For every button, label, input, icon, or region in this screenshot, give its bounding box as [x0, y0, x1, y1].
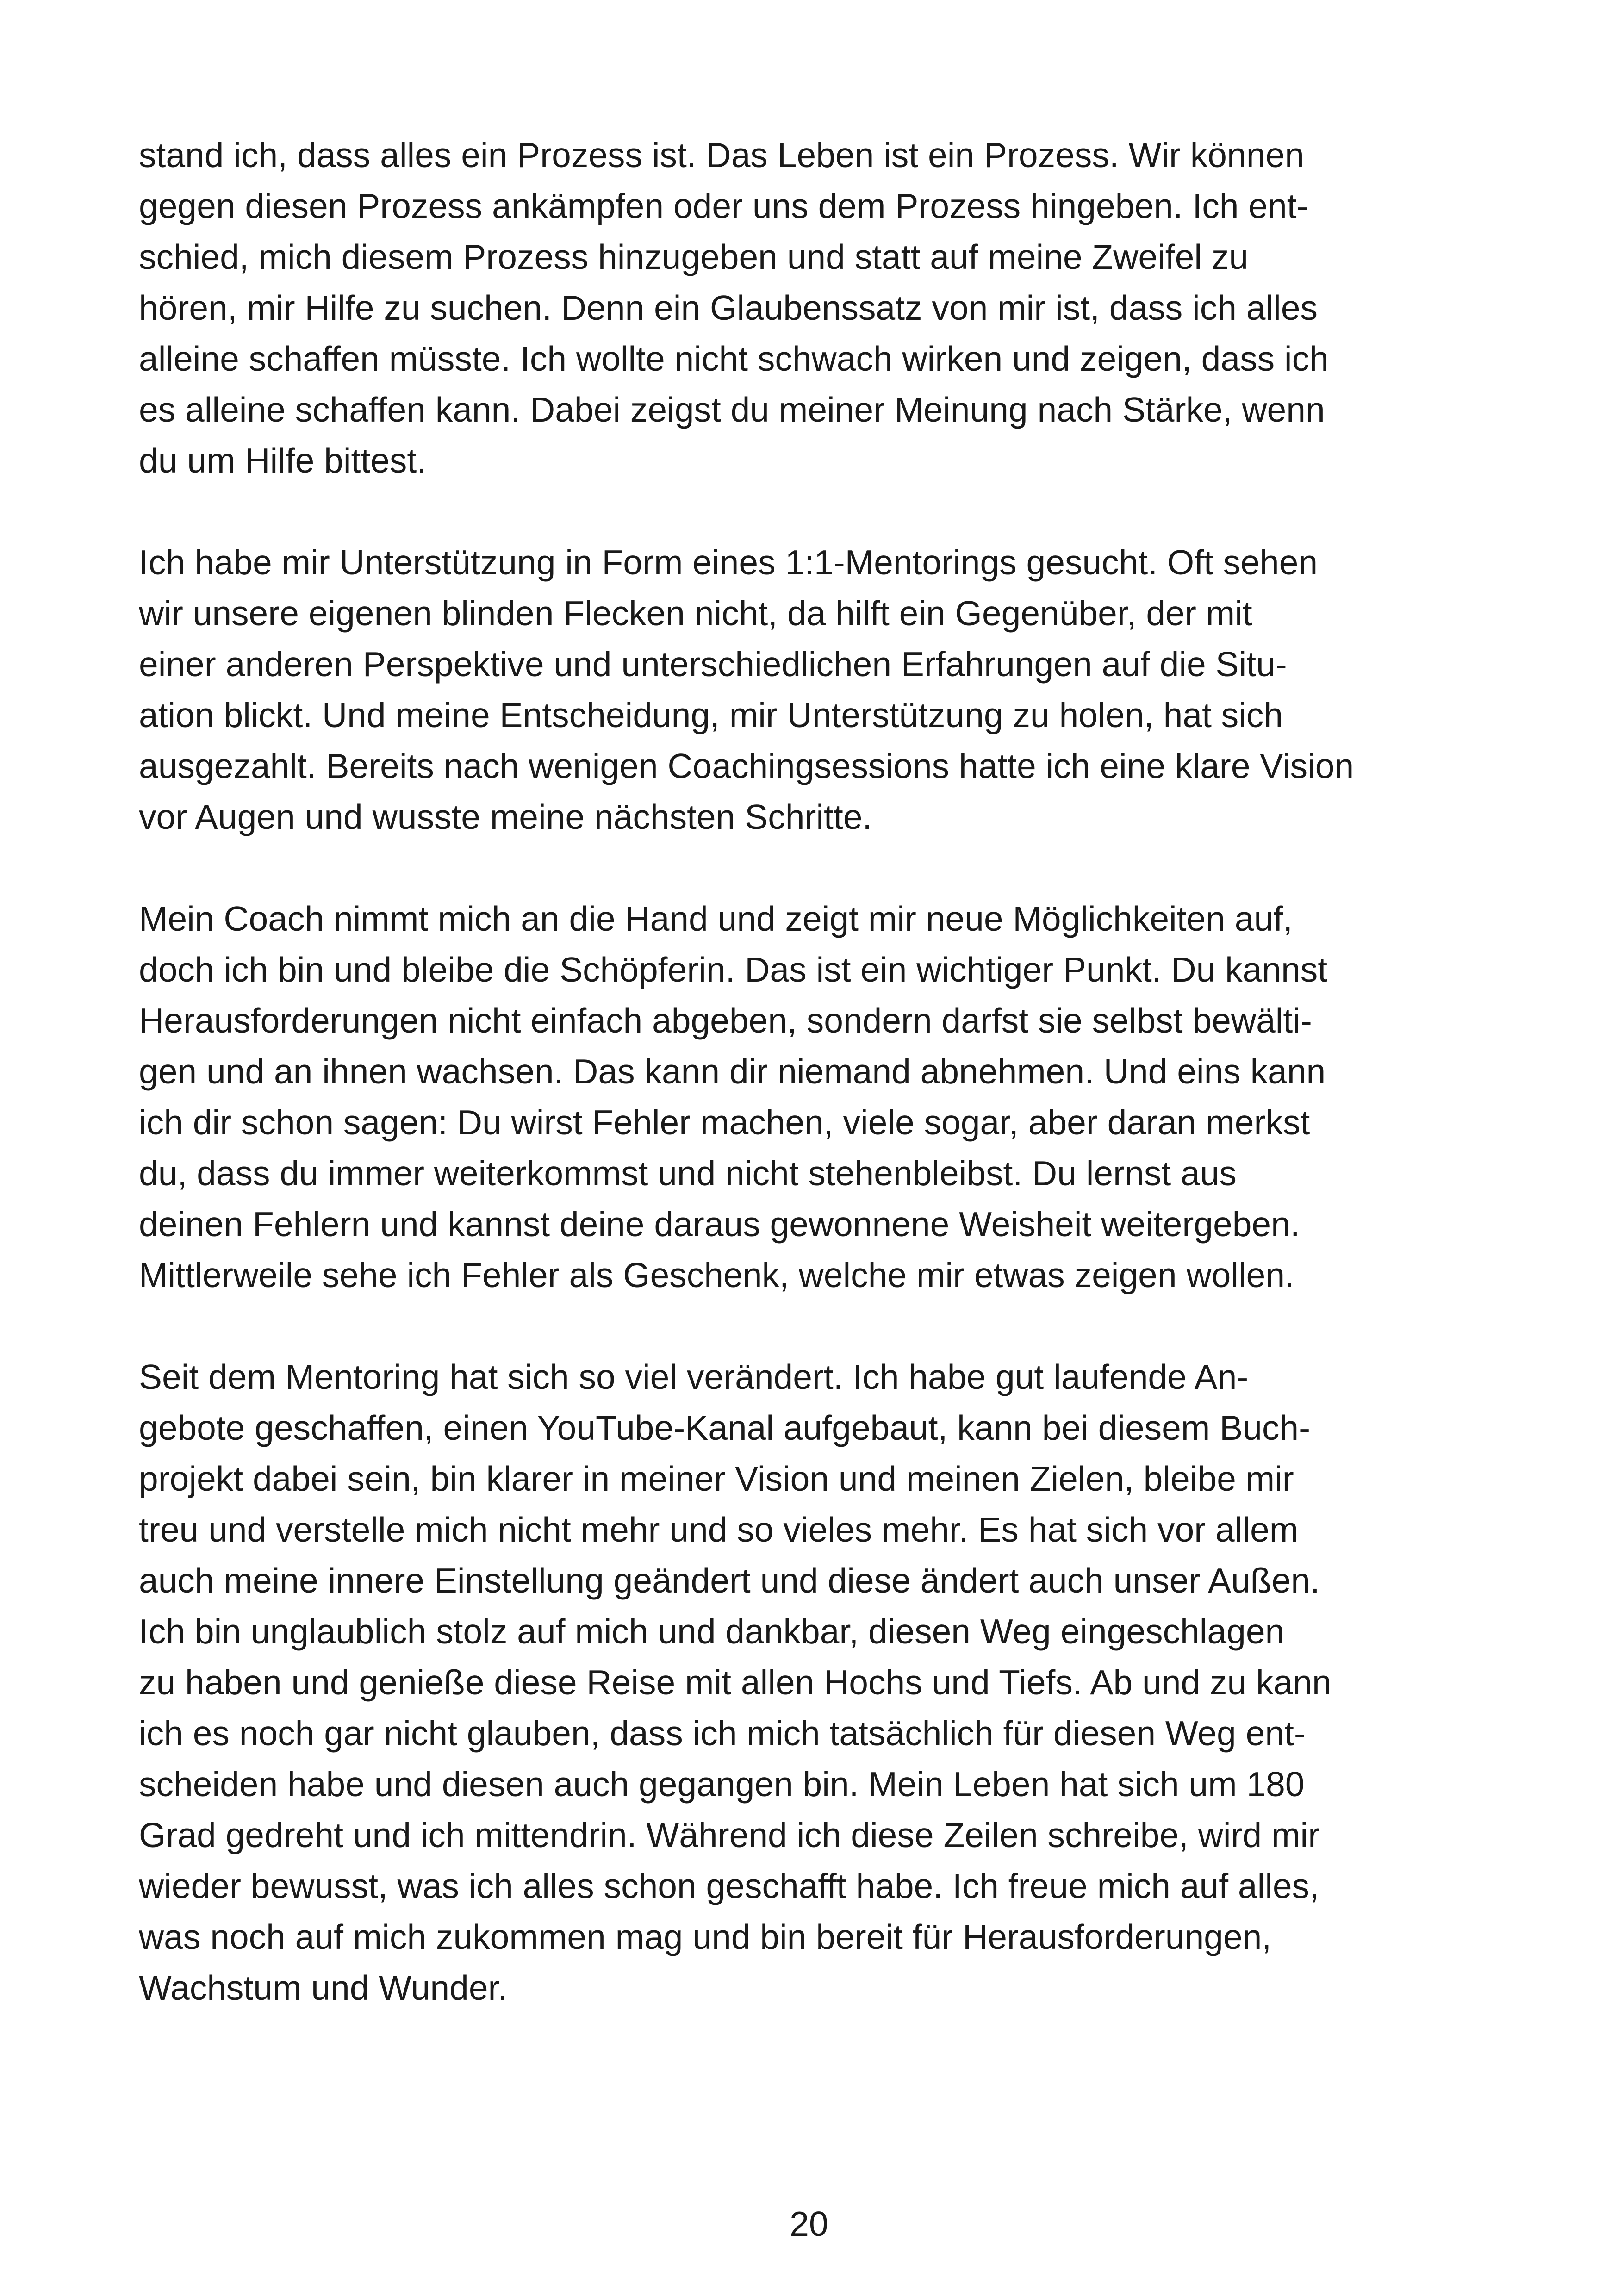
text-line: gen und an ihnen wachsen. Das kann dir niemand abnehmen. Und eins kann	[139, 1052, 1326, 1091]
text-line: ich es noch gar nicht glauben, dass ich mich tatsächlich für diesen Weg ent-	[139, 1714, 1306, 1753]
paragraph	[139, 893, 1490, 1300]
text-line: einer anderen Perspektive und unterschiedlichen Erfahrungen auf die Situ-	[139, 645, 1287, 684]
text-line: gegen diesen Prozess ankämpfen oder uns dem Prozess hingeben. Ich ent-	[139, 187, 1308, 225]
text-line: doch ich bin und bleibe die Schöpferin. Das ist ein wichtiger Punkt. Du kannst	[139, 950, 1328, 989]
text-line: Seit dem Mentoring hat sich so viel verändert. Ich habe gut laufende An-	[139, 1357, 1249, 1396]
text-line: projekt dabei sein, bin klarer in meiner Vision und meinen Zielen, bleibe mir	[139, 1459, 1294, 1498]
text-line: du um Hilfe bittest.	[139, 441, 427, 480]
text-line: alleine schaffen müsste. Ich wollte nicht schwach wirken und zeigen, dass ich	[139, 339, 1329, 378]
text-line: ation blickt. Und meine Entscheidung, mir Unterstützung zu holen, hat sich	[139, 696, 1283, 734]
text-line: vor Augen und wusste meine nächsten Schritte.	[139, 797, 872, 836]
paragraph-gap	[139, 486, 1490, 537]
paragraph	[139, 1351, 1490, 2013]
paragraph-gap	[139, 1300, 1490, 1351]
text-line: ausgezahlt. Bereits nach wenigen Coachingsessions hatte ich eine klare Vision	[139, 747, 1354, 785]
text-line: Ich bin unglaublich stolz auf mich und dankbar, diesen Weg eingeschlagen	[139, 1612, 1285, 1651]
text-line: scheiden habe und diesen auch gegangen bin. Mein Leben hat sich um 180	[139, 1765, 1305, 1804]
text-line: zu haben und genieße diese Reise mit allen Hochs und Tiefs. Ab und zu kann	[139, 1663, 1332, 1702]
text-line: Wachstum und Wunder.	[139, 1968, 508, 2007]
text-line: wieder bewusst, was ich alles schon geschafft habe. Ich freue mich auf alles,	[139, 1867, 1319, 1905]
text-line: gebote geschaffen, einen YouTube-Kanal aufgebaut, kann bei diesem Buch-	[139, 1408, 1311, 1447]
text-line: ich dir schon sagen: Du wirst Fehler machen, viele sogar, aber daran merkst	[139, 1103, 1310, 1142]
text-line: wir unsere eigenen blinden Flecken nicht, da hilft ein Gegenüber, der mit	[139, 594, 1252, 633]
text-line: schied, mich diesem Prozess hinzugeben und statt auf meine Zweifel zu	[139, 237, 1249, 276]
paragraph-gap	[139, 842, 1490, 893]
page-number: 20	[790, 2204, 828, 2243]
text-line: Ich habe mir Unterstützung in Form eines 1:1-Mentorings gesucht. Oft sehen	[139, 543, 1318, 582]
paragraph	[139, 130, 1490, 486]
body-text	[139, 130, 1490, 2013]
text-line: Grad gedreht und ich mittendrin. Während ich diese Zeilen schreibe, wird mir	[139, 1816, 1320, 1854]
text-line: es alleine schaffen kann. Dabei zeigst du meiner Meinung nach Stärke, wenn	[139, 390, 1325, 429]
text-line: Mittlerweile sehe ich Fehler als Geschenk, welche mir etwas zeigen wollen.	[139, 1256, 1294, 1294]
text-line: was noch auf mich zukommen mag und bin bereit für Herausforderungen,	[139, 1917, 1272, 1956]
text-line: auch meine innere Einstellung geändert und diese ändert auch unser Außen.	[139, 1561, 1320, 1600]
text-line: stand ich, dass alles ein Prozess ist. Das Leben ist ein Prozess. Wir können	[139, 136, 1304, 174]
text-line: Herausforderungen nicht einfach abgeben, sondern darfst sie selbst bewälti-	[139, 1001, 1312, 1040]
paragraph	[139, 537, 1490, 842]
text-line: hören, mir Hilfe zu suchen. Denn ein Glaubenssatz von mir ist, dass ich alles	[139, 288, 1318, 327]
text-line: deinen Fehlern und kannst deine daraus gewonnene Weisheit weitergeben.	[139, 1205, 1300, 1244]
text-line: du, dass du immer weiterkommst und nicht stehenbleibst. Du lernst aus	[139, 1154, 1237, 1193]
text-line: Mein Coach nimmt mich an die Hand und zeigt mir neue Möglichkeiten auf,	[139, 899, 1293, 938]
text-line: treu und verstelle mich nicht mehr und so vieles mehr. Es hat sich vor allem	[139, 1510, 1299, 1549]
